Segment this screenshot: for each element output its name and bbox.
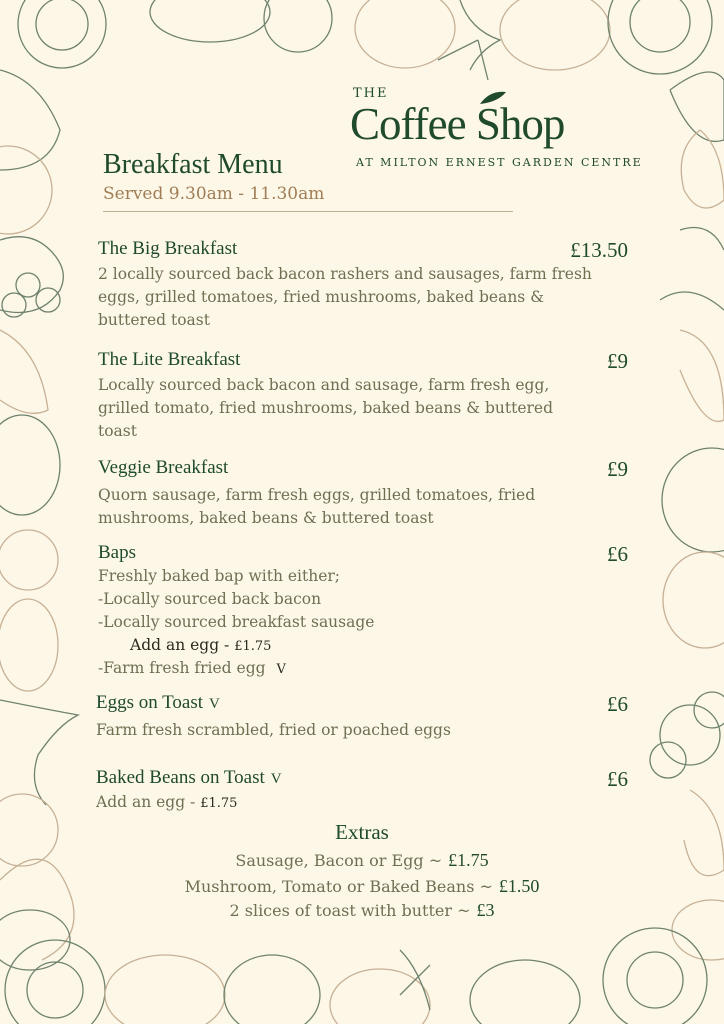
baps-line-1: Freshly baked bap with either; — [98, 567, 341, 585]
extras-label: Mushroom, Tomato or Baked Beans ~ — [184, 877, 493, 896]
item-desc-lite-breakfast: Locally sourced back bacon and sausage, farm fresh egg, grilled tomato, fried mushrooms, baked beans & buttered toast — [98, 376, 554, 440]
extras-label: Sausage, Bacon or Egg ~ — [235, 851, 443, 870]
menu-title: Breakfast Menu — [103, 149, 283, 180]
item-title-big-breakfast: The Big Breakfast — [98, 238, 238, 259]
brand-name: Coffee Shop — [350, 99, 565, 149]
baked-beans-title: Baked Beans on Toast — [96, 767, 265, 788]
item-price-big-breakfast: £13.50 — [570, 238, 628, 262]
baps-line-2: -Locally sourced back bacon — [98, 590, 322, 608]
extras-price: £3 — [476, 900, 495, 920]
extras-row — [0, 876, 724, 897]
extras-price: £1.50 — [498, 876, 540, 896]
item-desc-veggie-breakfast: Quorn sausage, farm fresh eggs, grilled tomatoes, fried mushrooms, baked beans & buttered toast — [98, 486, 536, 527]
item-price-baps: £6 — [607, 542, 628, 566]
baked-beans-addon-label: Add an egg - — [96, 793, 201, 811]
item-price-eggs-on-toast: £6 — [607, 692, 628, 716]
item-desc-big-breakfast: 2 locally sourced back bacon rashers and sausages, farm fresh eggs, grilled tomatoes, fried mushrooms, baked beans & buttered toast — [98, 265, 592, 329]
item-title-lite-breakfast: The Lite Breakfast — [98, 349, 241, 370]
baps-addon-label: Add an egg - — [130, 636, 235, 654]
extras-price: £1.75 — [448, 850, 489, 870]
item-price-veggie-breakfast: £9 — [607, 457, 628, 481]
extras-row — [0, 850, 724, 871]
leaf-icon — [478, 90, 508, 106]
brand-subtitle: AT MILTON ERNEST GARDEN CENTRE — [356, 156, 643, 169]
extras-row — [0, 900, 724, 921]
baked-beans-addon — [96, 793, 237, 811]
baps-addon-price: £1.75 — [234, 639, 272, 654]
eggs-on-toast-title: Eggs on Toast — [96, 692, 204, 713]
mushroom-illustration — [18, 0, 106, 68]
heading-divider — [103, 211, 513, 212]
extras-label: 2 slices of toast with butter ~ — [229, 901, 471, 920]
vegetarian-mark: V — [276, 662, 286, 677]
item-title-eggs-on-toast — [96, 692, 220, 714]
item-title-baps: Baps — [98, 542, 136, 563]
baked-beans-addon-price: £1.75 — [200, 796, 238, 811]
vegetarian-mark: V — [209, 696, 220, 712]
baps-last-line-text: -Farm fresh fried egg — [98, 659, 266, 677]
baps-line-3: -Locally sourced breakfast sausage — [98, 613, 375, 631]
item-price-lite-breakfast: £9 — [607, 349, 628, 373]
brand-the: THE — [353, 86, 389, 101]
item-title-veggie-breakfast: Veggie Breakfast — [98, 457, 229, 478]
item-desc-eggs-on-toast: Farm fresh scrambled, fried or poached eggs — [96, 721, 451, 739]
item-price-baked-beans: £6 — [607, 767, 628, 791]
extras-title: Extras — [335, 820, 389, 844]
served-times: Served 9.30am - 11.30am — [103, 184, 325, 204]
vegetarian-mark: V — [270, 771, 282, 787]
item-title-baked-beans — [96, 767, 282, 789]
baps-addon — [130, 636, 271, 654]
baps-last-line — [98, 659, 286, 677]
